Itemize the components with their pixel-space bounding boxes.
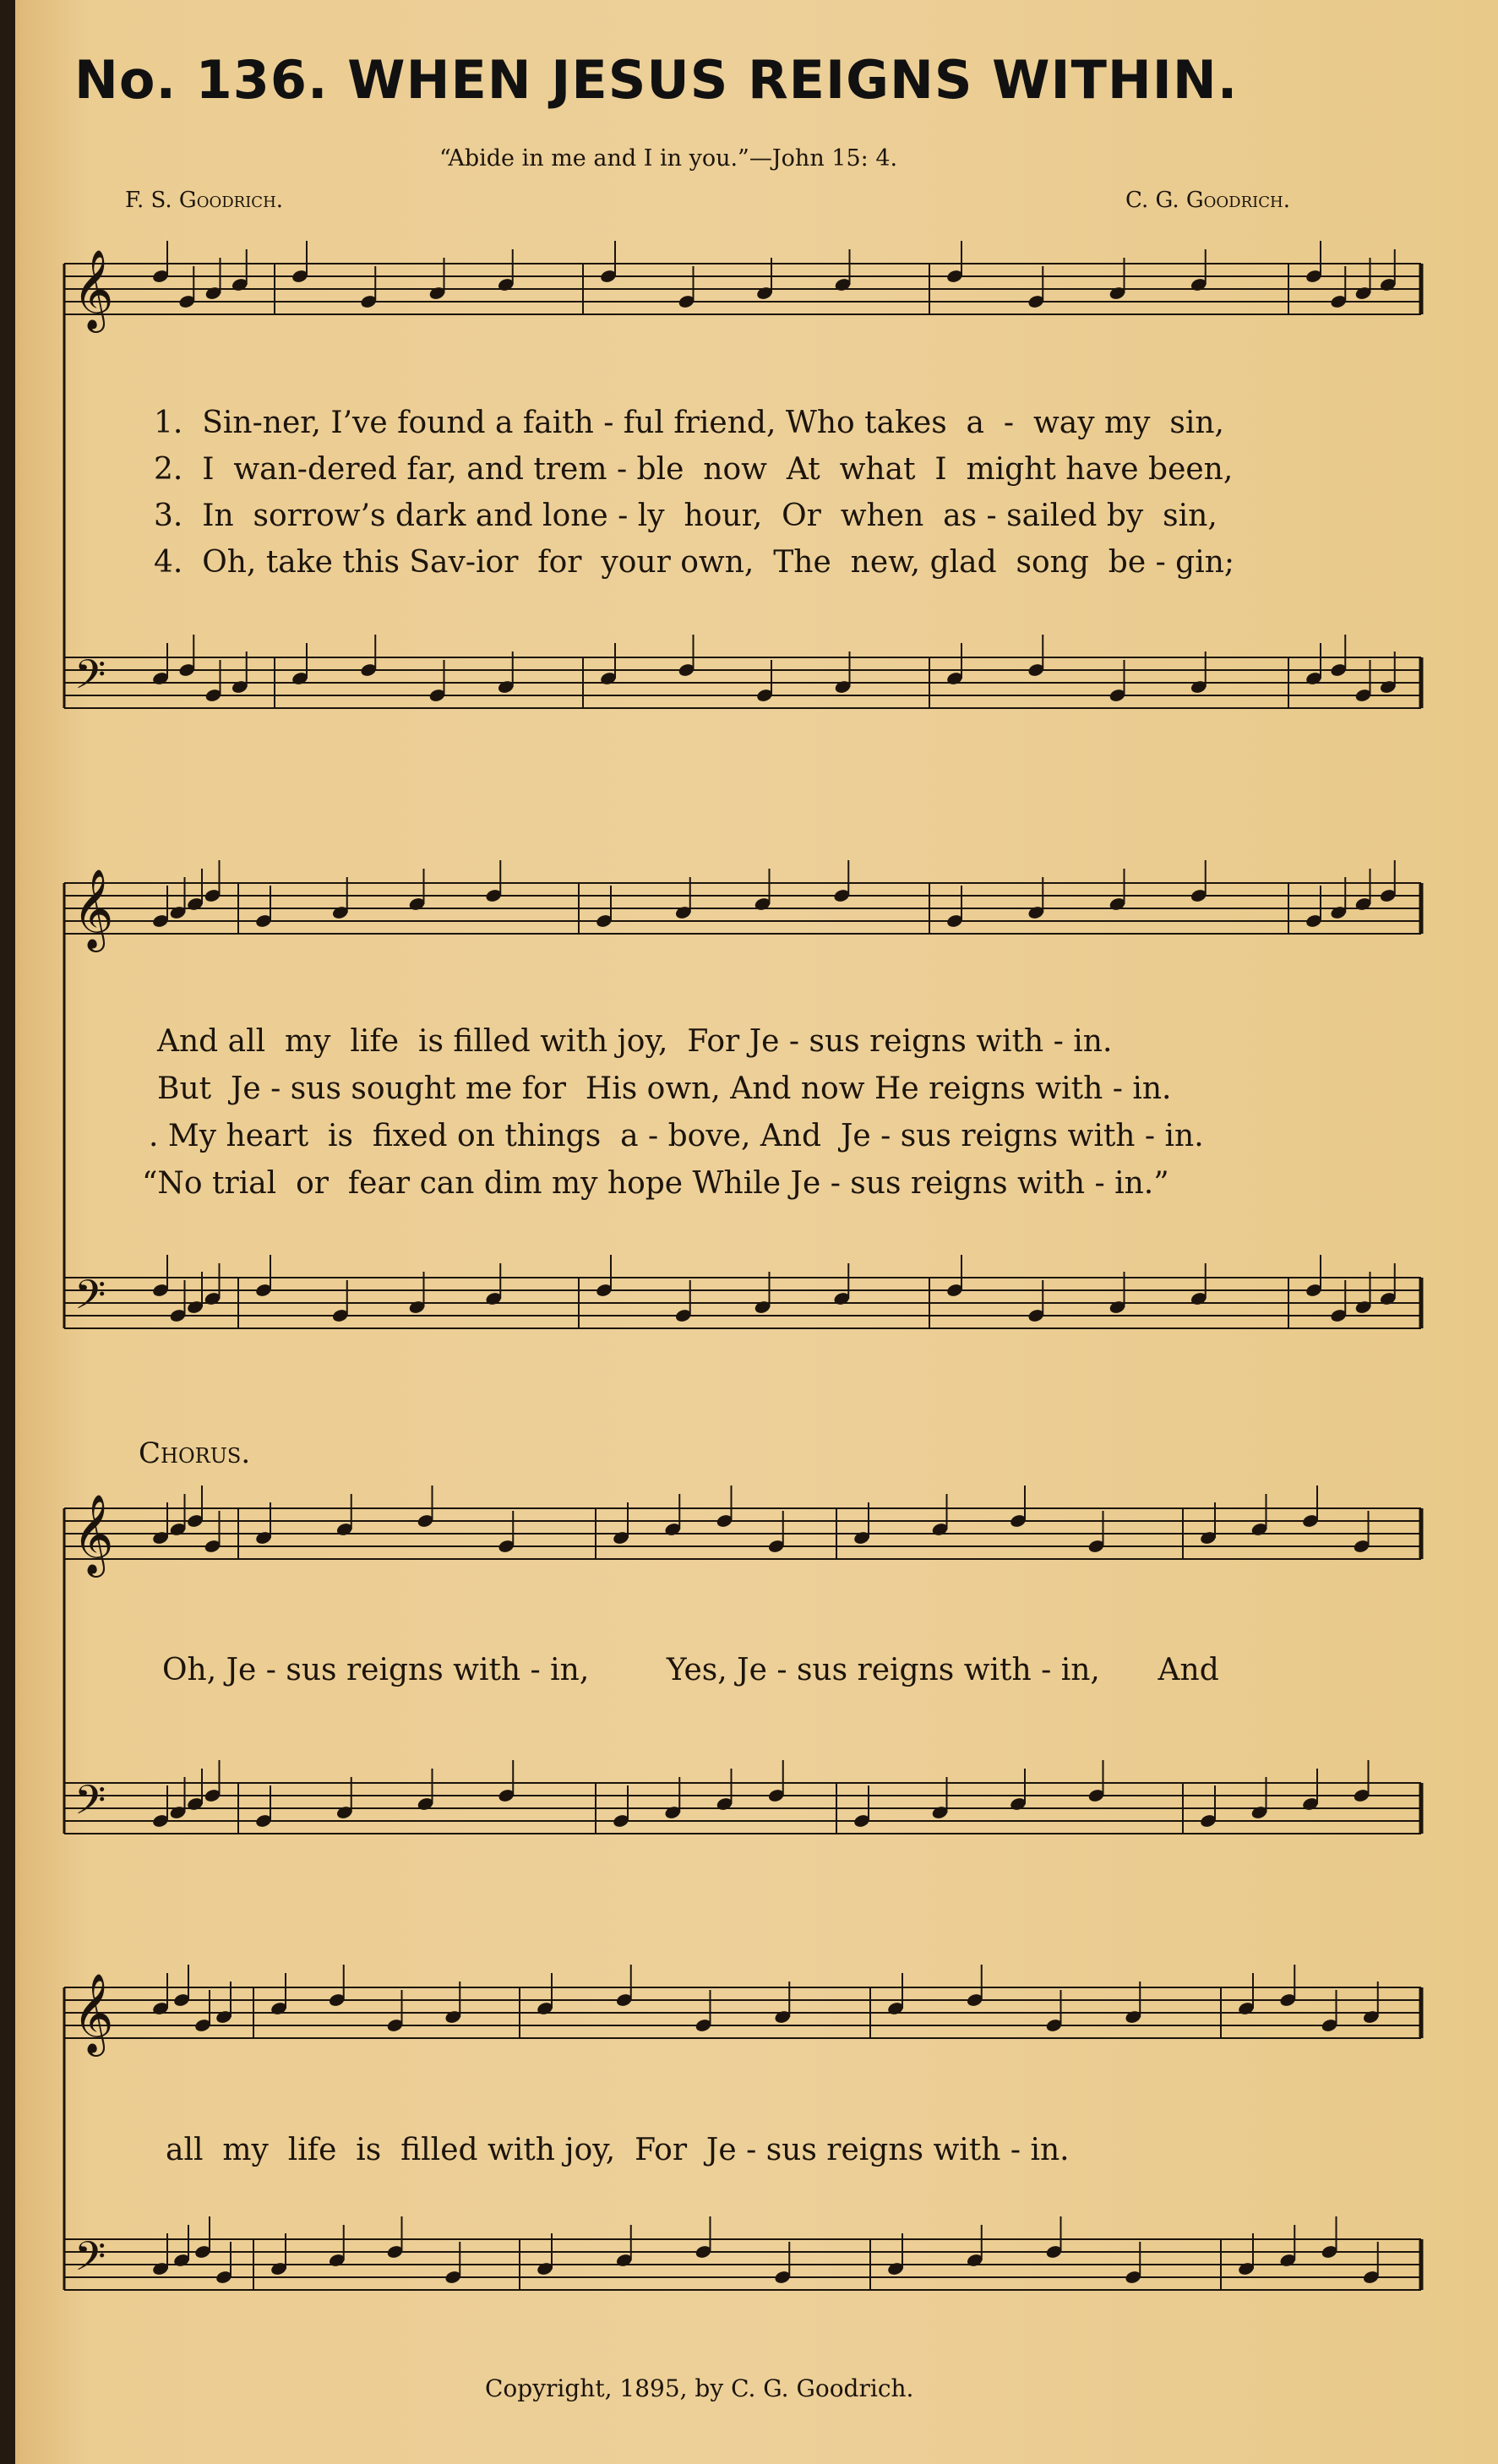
bass-clef-icon: 𝄢 (74, 2232, 106, 2290)
verse-4-line-2: “No trial or fear can dim my hope While Je - sus reigns with - in.” (142, 1166, 1169, 1201)
treble-clef-icon: 𝄞 (73, 249, 114, 330)
author-lyricist: F. S. Goodrich. (125, 188, 284, 213)
copyright-notice: Copyright, 1895, by C. G. Goodrich. (485, 2374, 914, 2402)
treble-clef-icon: 𝄞 (73, 1973, 114, 2053)
verse-4-line-1: 4. Oh, take this Sav-ior for your own, The new, glad song be - gin; (154, 545, 1235, 580)
bass-clef-icon: 𝄢 (74, 651, 106, 708)
chorus-label: Chorus. (139, 1436, 251, 1470)
bass-clef-icon: 𝄢 (74, 1776, 106, 1834)
treble-clef-icon: 𝄞 (73, 869, 114, 949)
treble-clef-icon: 𝄞 (73, 1494, 114, 1574)
epigraph: “Abide in me and I in you.”—John 15: 4. (439, 145, 898, 172)
hymn-title: No. 136. WHEN JESUS REIGNS WITHIN. (74, 49, 1239, 111)
verse-2-line-2: But Je - sus sought me for His own, And now He reigns with - in. (157, 1071, 1172, 1106)
chorus-line-2: all my life is filled with joy, For Je - sus reigns with - in. (166, 2133, 1070, 2167)
bass-clef-icon: 𝄢 (74, 1271, 106, 1328)
verse-1-line-1: 1. Sin-ner, I’ve found a faith - ful friend, Who takes a - way my sin, (154, 406, 1224, 440)
chorus-line-1: Oh, Je - sus reigns with - in, Yes, Je - sus reigns with - in, And (162, 1653, 1219, 1687)
verse-3-line-2: . My heart is fixed on things a - bove, And Je - sus reigns with - in. (149, 1119, 1204, 1153)
author-composer: C. G. Goodrich. (1125, 188, 1290, 213)
verse-1-line-2: And all my life is filled with joy, For Je - sus reigns with - in. (157, 1024, 1113, 1059)
verse-2-line-1: 2. I wan-dered far, and trem - ble now At what I might have been, (154, 452, 1234, 487)
verse-3-line-1: 3. In sorrow’s dark and lone - ly hour, Or when as - sailed by sin, (154, 499, 1217, 533)
